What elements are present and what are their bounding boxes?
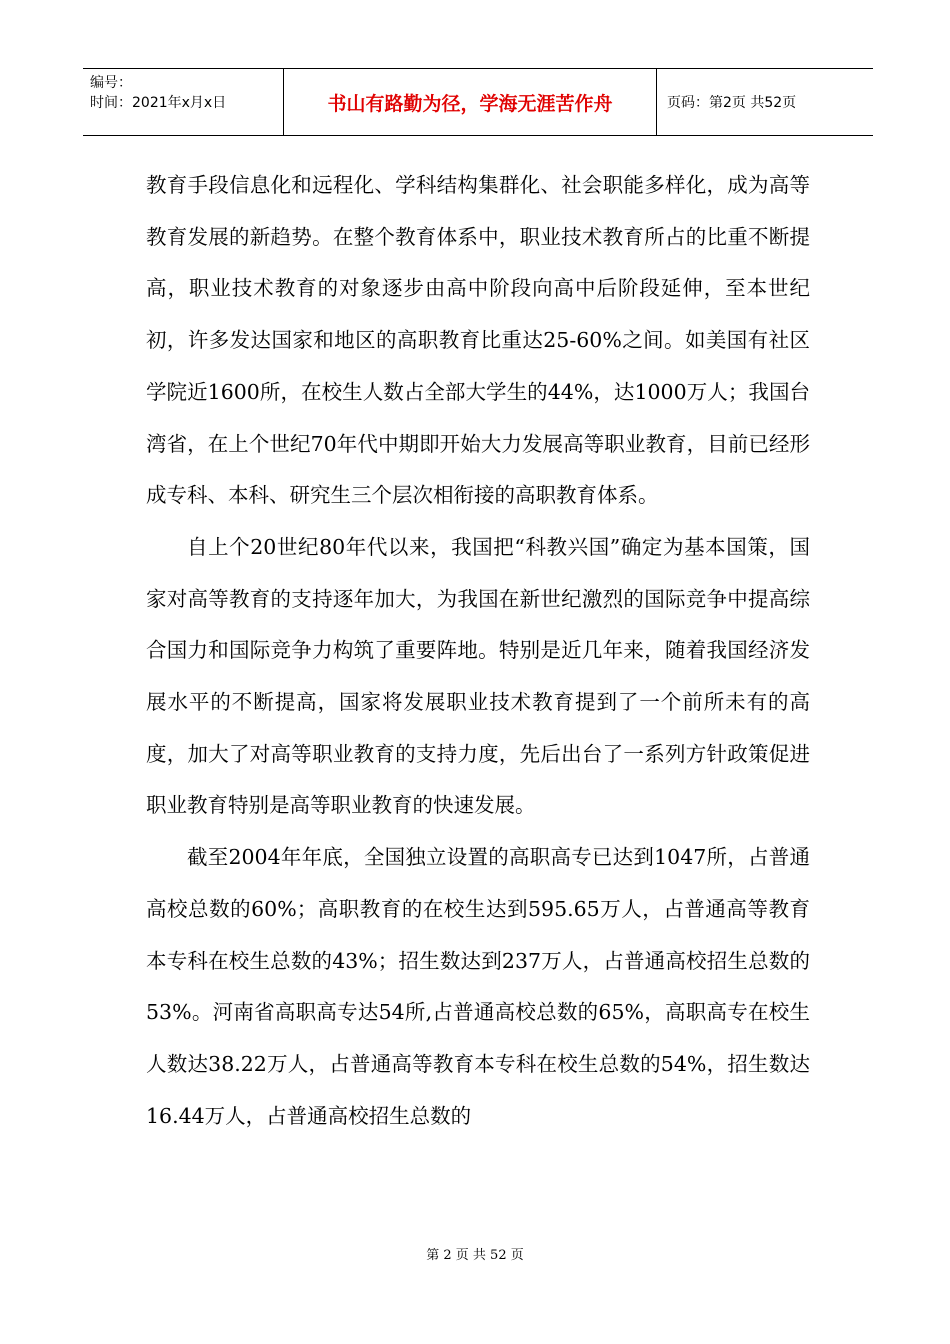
paragraph-2: 自上个20世纪80年代以来，我国把“科教兴国”确定为基本国策，国家对高等教育的支持逐年加大，为我国在新世纪激烈的国际竞争中提高综合国力和国际竞争力构筑了重要阵地。特别是近几年来，随着我国经济发展水平的不断提高，国家将发展职业技术教育提到了一个前所未有的高度，加大了对高等职业教育的支持力度，先后出台了一系列方针政策促进职业教育特别是高等职业教育的快速发展。 [146, 534, 810, 818]
header-motto: 书山有路勤为径，学海无涯苦作舟 [284, 69, 657, 135]
header-meta [83, 69, 284, 135]
header-page-code: 页码：第2页 共52页 [667, 95, 797, 111]
document-number-label: 编号： [90, 75, 132, 91]
document-body [146, 160, 810, 1142]
page-header [83, 68, 873, 136]
paragraph-3: 截至2004年年底，全国独立设置的高职高专已达到1047所，占普通高校总数的60%；高职教育的在校生达到595.65万人，占普通高等教育本专科在校生总数的43%；招生数达到237万人，占普通高校招生总数的53%。河南省高职高专达54所,占普通高校总数的65%，高职高专在校生人数达38.22万人，占普通高等教育本专科在校生总数的54%，招生数达16.44万人，占普通高校招生总数的 [146, 845, 810, 1128]
page-footer: 第 2 页 共 52 页 [426, 1248, 524, 1263]
document-time-label: 时间：2021年x月x日 [90, 95, 227, 111]
paragraph-1: 教育手段信息化和远程化、学科结构集群化、社会职能多样化，成为高等教育发展的新趋势。在整个教育体系中，职业技术教育所占的比重不断提高，职业技术教育的对象逐步由高中阶段向高中后阶段延伸，至本世纪初，许多发达国家和地区的高职教育比重达25-60%之间。如美国有社区学院近1600所，在校生人数占全部大学生的44%，达1000万人；我国台湾省，在上个世纪70年代中期即开始大力发展高等职业教育，目前已经形成专科、本科、研究生三个层次相衔接的高职教育体系。 [146, 173, 810, 508]
